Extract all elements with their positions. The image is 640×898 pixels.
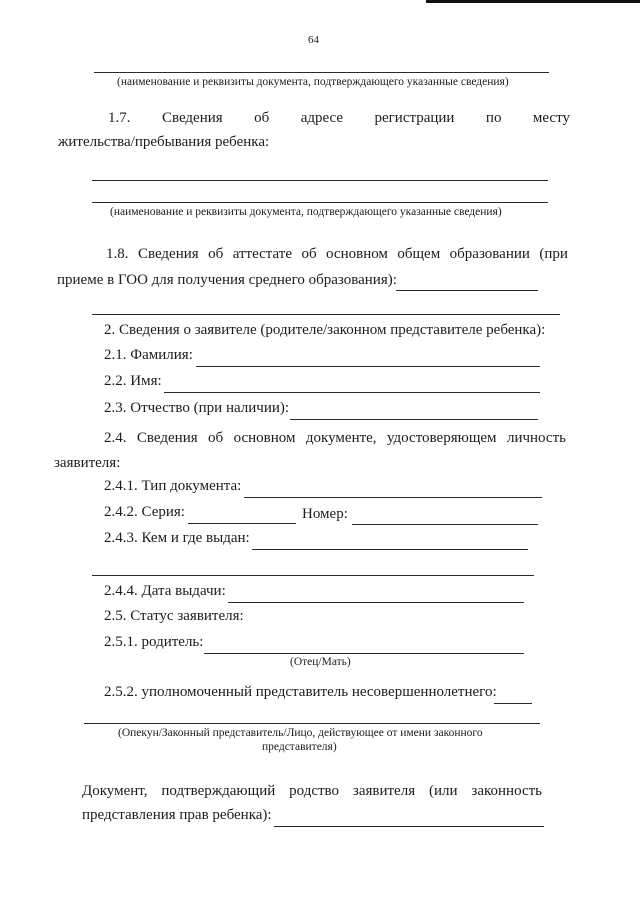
number-field-line[interactable] <box>352 524 538 525</box>
parent-label: 2.5.1. родитель: <box>104 634 204 650</box>
surname-field-line[interactable] <box>196 366 540 367</box>
representative-field-line[interactable] <box>84 723 540 724</box>
patronymic-field-line[interactable] <box>290 419 538 420</box>
document-field-line[interactable] <box>94 72 549 73</box>
kinship-document-continuation: представления прав ребенка): <box>82 807 272 823</box>
section-2-heading: 2. Сведения о заявителе (родителе/законном представителе ребенка): <box>104 322 546 338</box>
section-2-4-continuation: заявителя: <box>54 455 121 471</box>
certificate-field-line[interactable] <box>92 314 560 315</box>
representative-caption-line-1: (Опекун/Законный представитель/Лицо, действующее от имени законного <box>118 727 483 739</box>
section-1-8-continuation: приеме в ГОО для получения среднего образования): <box>57 272 397 288</box>
representative-caption-line-2: представителя) <box>262 741 337 753</box>
scan-edge-mark <box>426 0 640 3</box>
document-caption: (наименование и реквизиты документа, подтверждающего указанные сведения) <box>110 206 502 218</box>
issued-by-field-line-2[interactable] <box>92 575 534 576</box>
page-number: 64 <box>308 34 319 46</box>
address-field-line-2[interactable] <box>92 202 548 203</box>
kinship-document-heading: Документ, подтверждающий родство заявителя (или законность <box>82 783 542 799</box>
issued-by-label: 2.4.3. Кем и где выдан: <box>104 530 250 546</box>
section-1-8-heading: 1.8. Сведения об аттестате об основном общем образовании (при <box>106 246 568 262</box>
surname-label: 2.1. Фамилия: <box>104 347 193 363</box>
section-1-7-heading: 1.7. Сведения об адресе регистрации по месту <box>108 110 570 126</box>
series-label: 2.4.2. Серия: <box>104 504 185 520</box>
certificate-field-line-inline[interactable] <box>396 290 538 291</box>
address-field-line-1[interactable] <box>92 180 548 181</box>
series-field-line[interactable] <box>188 523 296 524</box>
issue-date-field-line[interactable] <box>228 602 524 603</box>
document-caption: (наименование и реквизиты документа, подтверждающего указанные сведения) <box>117 76 509 88</box>
kinship-document-field-line[interactable] <box>274 826 544 827</box>
document-type-label: 2.4.1. Тип документа: <box>104 478 242 494</box>
section-2-4-heading: 2.4. Сведения об основном документе, удостоверяющем личность <box>104 430 566 446</box>
first-name-field-line[interactable] <box>164 392 540 393</box>
number-label: Номер: <box>302 506 348 522</box>
representative-field-line-inline[interactable] <box>494 703 532 704</box>
applicant-status-label: 2.5. Статус заявителя: <box>104 608 244 624</box>
section-1-7-continuation: жительства/пребывания ребенка: <box>58 134 270 150</box>
patronymic-label: 2.3. Отчество (при наличии): <box>104 400 290 416</box>
issued-by-field-line[interactable] <box>252 549 528 550</box>
parent-caption: (Отец/Мать) <box>290 656 351 668</box>
representative-label: 2.5.2. уполномоченный представитель несовершеннолетнего: <box>104 684 497 700</box>
first-name-label: 2.2. Имя: <box>104 373 162 389</box>
parent-field-line[interactable] <box>204 653 524 654</box>
issue-date-label: 2.4.4. Дата выдачи: <box>104 583 226 599</box>
document-type-field-line[interactable] <box>244 497 542 498</box>
